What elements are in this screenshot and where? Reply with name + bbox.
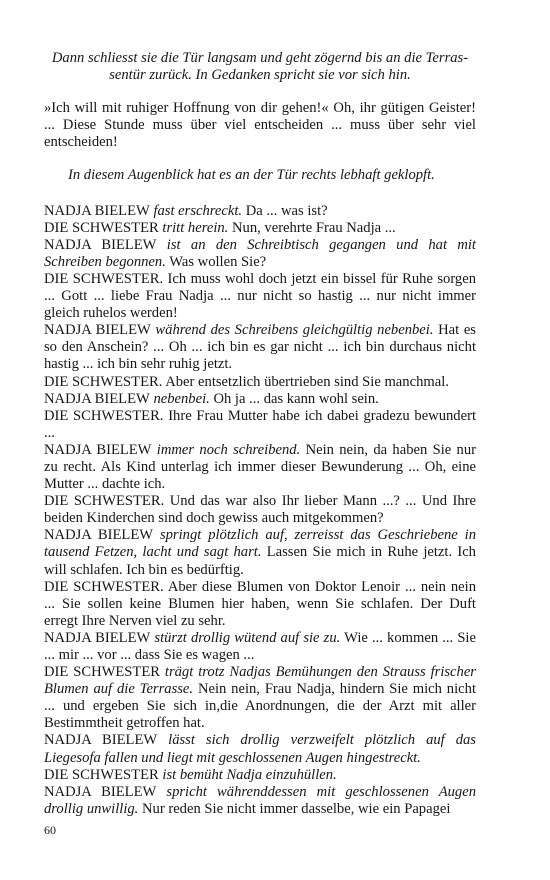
page-number: 60: [44, 823, 56, 837]
stage-direction: stürzt drollig wütend auf sie zu.: [154, 629, 341, 646]
speaker-name: DIE SCHWESTER.: [44, 407, 164, 424]
spoken-text: Nein nein, da haben Sie nur zu recht. Als Kind unterlag ich immer dieser Bewunderung ... Oh, eine Mutter ... dachte ich.: [44, 441, 477, 493]
spoken-text: Und das war also Ihr lieber Mann ...? ... Und Ihre beiden Kinderchen sind doch gewiss auch mitgekommen?: [44, 493, 476, 527]
dialogue-line: [44, 220, 476, 237]
spoken-text: Hat es so den Anschein? ... Oh ... ich bin es gar nicht ... ich bin durchaus nicht hastig ... ich bin sehr ruhig jetzt.: [44, 322, 476, 373]
speaker-name: DIE SCHWESTER.: [44, 578, 164, 595]
dialogue-line: [44, 237, 476, 271]
speaker-name: NADJA BIELEW: [44, 732, 158, 749]
spoken-text: Wie ... kommen ... Sie ... mir ... vor ... dass Sie es wagen ...: [44, 629, 476, 663]
stage-direction-knock: In diesem Augenblick hat es an der Tür rechts lebhaft geklopft.: [68, 167, 435, 184]
dialogue-line: [44, 767, 476, 784]
stage-direction: tritt herein.: [162, 219, 229, 236]
spoken-text: Oh ja ... das kann wohl sein.: [213, 390, 379, 407]
spoken-text: Nein nein, Frau Nadja, hindern Sie mich nicht ... und ergeben Sie sich in,die Anordnungen, die der Arzt mit aller Bestimmtheit getroffen hat.: [44, 681, 476, 732]
dialogue-line: [44, 442, 476, 493]
stage-direction: trägt trotz Nadjas Bemühungen den Strauss frischer Blumen auf die Terrasse.: [44, 664, 476, 698]
dialogue-line: [44, 408, 476, 442]
spoken-text: Ich muss wohl doch jetzt ein bissel für Ruhe sorgen ... Gott ... liebe Frau Nadja ... nur nicht so hastig ... nur nicht immer gleich ruhelos werden!: [44, 270, 476, 322]
dialogue-line: [44, 374, 476, 391]
stage-direction: springt plötzlich auf, zerreisst das Geschriebene in tausend Fetzen, lacht und sagt hart.: [44, 527, 477, 561]
spoken-text: Nun, verehrte Frau Nadja ...: [231, 219, 396, 236]
speaker-name: DIE SCHWESTER: [44, 219, 159, 236]
speaker-name: DIE SCHWESTER: [44, 664, 160, 681]
speaker-name: NADJA BIELEW: [44, 441, 152, 458]
spoken-text: Nur reden Sie nicht immer dasselbe, wie ein Papagei: [142, 800, 451, 817]
dialogue-line: [44, 271, 476, 322]
speaker-name: NADJA BIELEW: [44, 202, 150, 219]
stage-direction: ist bemüht Nadja einzuhüllen.: [162, 766, 337, 783]
stage-direction: lässt sich drollig verzweifelt plötzlich auf das Liegesofa fallen und liegt mit geschlossenen Augen hingestreckt.: [44, 732, 476, 766]
dialogue-line: [44, 391, 476, 408]
speaker-name: DIE SCHWESTER.: [44, 373, 163, 390]
dialogue: [44, 203, 476, 818]
stage-direction: fast erschreckt.: [153, 202, 243, 219]
stage-direction: spricht währenddessen mit geschlossenen Augen drollig unwillig.: [44, 783, 476, 817]
dialogue-line: [44, 664, 476, 732]
speaker-name: NADJA BIELEW: [44, 236, 157, 253]
spoken-text: Aber entsetzlich übertrieben sind Sie manchmal.: [165, 373, 449, 390]
dialogue-line: [44, 630, 476, 664]
speaker-name: NADJA BIELEW: [44, 390, 150, 407]
dialogue-line: [44, 579, 476, 630]
dialogue-line: [44, 527, 476, 578]
dialogue-line: [44, 732, 476, 766]
dialogue-line: [44, 322, 476, 373]
speaker-name: NADJA BIELEW: [44, 629, 151, 646]
speaker-name: DIE SCHWESTER.: [44, 270, 164, 287]
speaker-name: NADJA BIELEW: [44, 783, 157, 800]
speaker-name: DIE SCHWESTER.: [44, 493, 165, 510]
dialogue-line: [44, 203, 476, 220]
book-page: [44, 50, 476, 818]
spoken-text: Da ... was ist?: [245, 202, 328, 219]
speaker-name: DIE SCHWESTER: [44, 766, 159, 783]
spoken-text: Aber diese Blumen von Doktor Lenoir ... nein nein ... Sie sollen keine Blumen hier haben, wenn Sie schlafen. Der Duft erregt Ihre Nerven viel zu sehr.: [44, 578, 477, 629]
speaker-name: NADJA BIELEW: [44, 322, 151, 339]
dialogue-line: [44, 784, 476, 818]
dialogue-line: [44, 493, 476, 527]
stage-direction-opening: Dann schliesst sie die Tür langsam und geht zögernd bis an die Terras-sentür zurück. In Gedanken spricht sie vor sich hin.: [51, 50, 469, 84]
stage-direction: nebenbei.: [153, 390, 210, 407]
stage-direction: während des Schreibens gleichgültig nebenbei.: [155, 322, 434, 339]
spoken-text: Lassen Sie mich in Ruhe jetzt. Ich will schlafen. Ich bin es bedürftig.: [44, 544, 476, 578]
monologue: »Ich will mit ruhiger Hoffnung von dir gehen!« Oh, ihr gütigen Geister! ... Diese Stunde muss über viel entscheiden ... muss über sehr viel entscheiden!: [44, 100, 476, 151]
speaker-name: NADJA BIELEW: [44, 527, 154, 544]
stage-direction: ist an den Schreibtisch gegangen und hat mit Schreiben begonnen.: [44, 236, 476, 270]
spoken-text: Was wollen Sie?: [169, 253, 267, 270]
stage-direction: immer noch schreibend.: [156, 441, 301, 458]
spoken-text: Ihre Frau Mutter habe ich dabei gradezu bewundert ...: [44, 407, 476, 441]
